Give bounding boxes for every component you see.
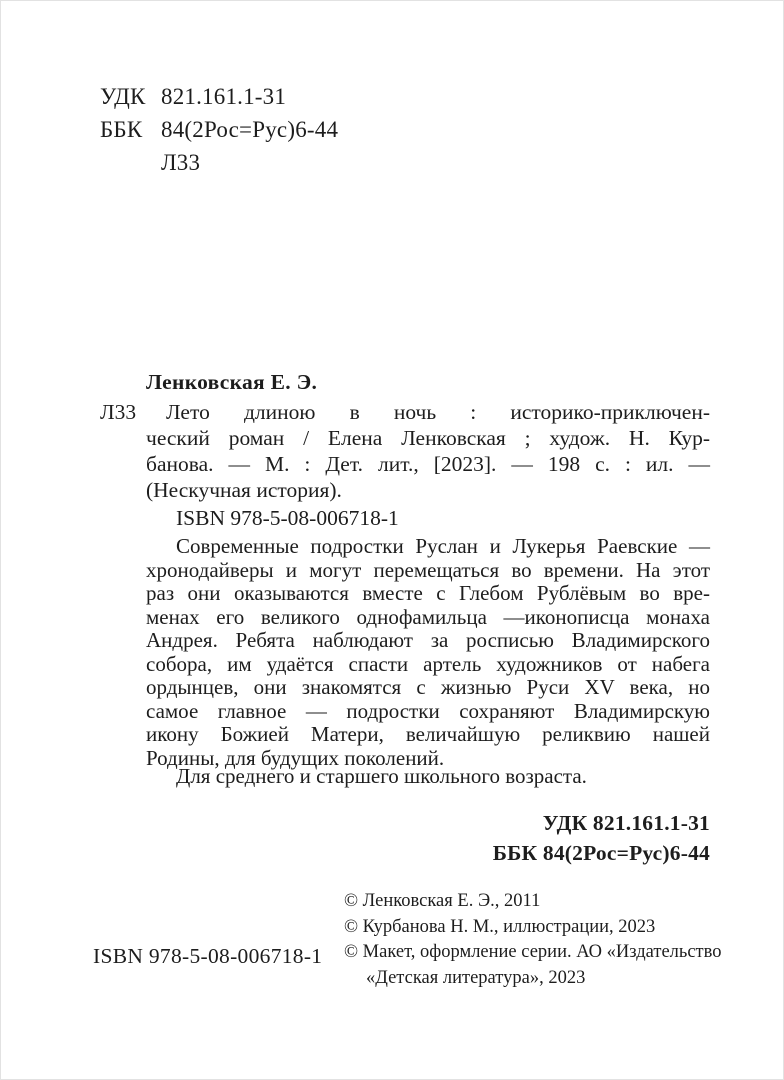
annotation-line: Родины, для будущих поколений. — [146, 745, 445, 770]
bib-line: ческий роман / Елена Ленковская ; худож. Н. Кур- — [146, 426, 710, 450]
udk-bold-line: УДК 821.161.1-31 — [542, 811, 710, 835]
bbk-label: ББК — [100, 117, 143, 142]
annotation-line: хронодайверы и могут перемещаться во времени. На этот — [146, 557, 710, 582]
copyright-line: «Детская литература», 2023 — [366, 967, 586, 988]
annotation-line: Андрея. Ребята наблюдают за росписью Владимирского — [146, 628, 710, 652]
bbk-line — [100, 113, 338, 146]
isbn-record: ISBN 978-5-08-006718-1 — [176, 506, 399, 530]
udk-value: 821.161.1-31 — [161, 84, 287, 109]
bib-shelf-mark: Л33 — [100, 400, 137, 424]
copyright-block — [344, 889, 744, 991]
annotation-line: собора, им удаётся спасти артель художников от набега — [146, 651, 710, 676]
bib-line: банова. — М. : Дет. лит., [2023]. — 198 с. : ил. — — [146, 452, 710, 476]
shelf-mark: Л33 — [161, 150, 201, 175]
author-heading: Ленковская Е. Э. — [146, 370, 318, 394]
annotation-line: раз они оказываются вместе с Глебом Рублёвым во вре- — [146, 581, 710, 605]
isbn-bottom: ISBN 978-5-08-006718-1 — [93, 944, 323, 968]
audience-note: Для среднего и старшего школьного возраста. — [176, 764, 587, 788]
bottom-classification-block — [493, 808, 710, 868]
bib-line: (Нескучная история). — [146, 478, 342, 502]
copyright-line: © Макет, оформление серии. АО «Издательство — [344, 942, 722, 962]
annotation-line: Современные подростки Руслан и Лукерья Раевские — — [176, 534, 710, 558]
bbk-bold-line: ББК 84(2Рос=Рус)6-44 — [492, 841, 710, 865]
annotation-line: ордынцев, они знакомятся с жизнью Руси XV века, но — [146, 675, 710, 699]
bib-line: Лето длиною в ночь : историко-приключен- — [166, 400, 710, 424]
bbk-value: 84(2Рос=Рус)6-44 — [161, 117, 339, 142]
annotation-line: икону Божией Матери, величайшую реликвию нашей — [146, 722, 710, 746]
copyright-line: © Ленковская Е. Э., 2011 — [344, 891, 541, 911]
copyright-line: © Курбанова Н. М., иллюстрации, 2023 — [344, 916, 656, 937]
bibliographic-record — [100, 399, 710, 503]
top-classification-block — [100, 80, 338, 179]
shelf-mark-line — [100, 146, 338, 179]
udk-line — [100, 80, 338, 113]
annotation-paragraph — [146, 535, 710, 770]
udk-label: УДК — [100, 84, 146, 109]
annotation-line: менах его великого однофамильца —иконописца монаха — [146, 604, 710, 629]
annotation-line: самое главное — подростки сохраняют Владимирскую — [146, 698, 710, 723]
